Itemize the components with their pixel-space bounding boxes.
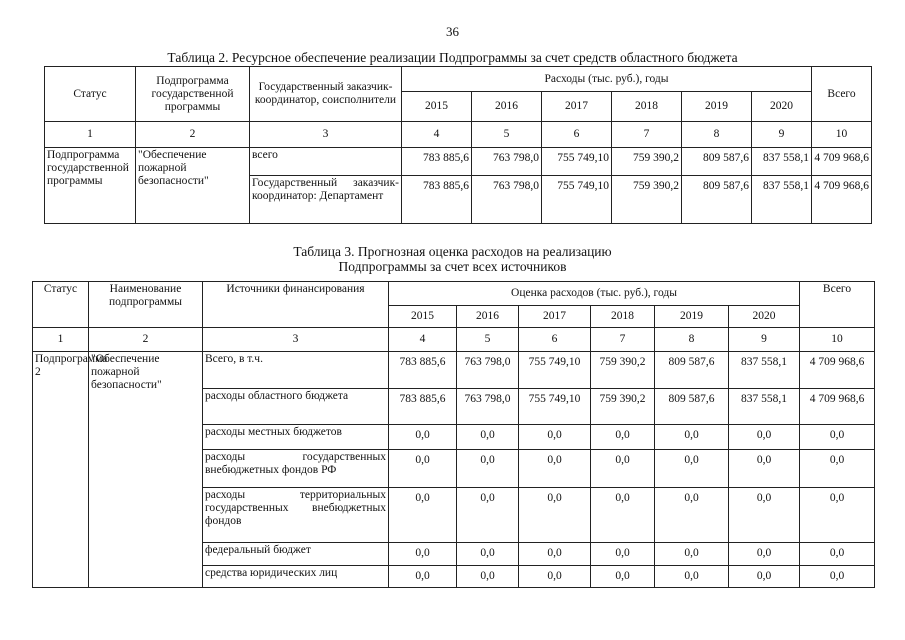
col-number: 7 (612, 122, 682, 148)
status-cell: Подпрограмма 2 (33, 352, 89, 588)
value-cell: 763 798,0 (457, 352, 519, 389)
total-cell: 4 709 968,6 (812, 148, 872, 176)
value-cell: 0,0 (389, 450, 457, 488)
value-cell: 0,0 (457, 488, 519, 543)
table3-caption-line2: Подпрограммы за счет всех источников (338, 259, 567, 274)
value-cell: 837 558,1 (729, 389, 800, 425)
value-cell: 0,0 (519, 450, 591, 488)
value-cell: 755 749,10 (519, 389, 591, 425)
value-cell: 0,0 (519, 566, 591, 588)
value-cell: 0,0 (389, 543, 457, 566)
value-cell: 759 390,2 (612, 148, 682, 176)
total-cell: 4 709 968,6 (812, 176, 872, 224)
value-cell: 0,0 (457, 543, 519, 566)
value-cell: 0,0 (729, 425, 800, 450)
row-label: Всего, в т.ч. (203, 352, 389, 389)
year-header: 2020 (752, 92, 812, 122)
value-cell: 0,0 (655, 450, 729, 488)
value-cell: 755 749,10 (519, 352, 591, 389)
value-cell: 0,0 (389, 566, 457, 588)
value-cell: 837 558,1 (729, 352, 800, 389)
year-header: 2018 (612, 92, 682, 122)
table-row (45, 148, 872, 176)
year-header: 2020 (729, 306, 800, 328)
year-header: 2015 (402, 92, 472, 122)
header-subprogram: Подпрограмма государственной программы (136, 67, 250, 122)
value-cell: 809 587,6 (655, 389, 729, 425)
value-cell: 809 587,6 (682, 148, 752, 176)
header-status: Статус (45, 67, 136, 122)
total-cell: 0,0 (800, 450, 875, 488)
col-number: 7 (591, 328, 655, 352)
status-cell: Подпрограмма государственной программы (45, 148, 136, 224)
value-cell: 0,0 (591, 566, 655, 588)
table3-caption (0, 244, 905, 274)
resource-table (44, 66, 872, 224)
header-expenses: Расходы (тыс. руб.), годы (402, 67, 812, 92)
col-number: 9 (729, 328, 800, 352)
year-header: 2019 (682, 92, 752, 122)
total-cell: 4 709 968,6 (800, 389, 875, 425)
value-cell: 755 749,10 (542, 176, 612, 224)
value-cell: 763 798,0 (472, 176, 542, 224)
value-cell: 0,0 (591, 425, 655, 450)
value-cell: 763 798,0 (457, 389, 519, 425)
value-cell: 759 390,2 (612, 176, 682, 224)
year-header: 2017 (542, 92, 612, 122)
value-cell: 0,0 (729, 566, 800, 588)
col-number: 6 (542, 122, 612, 148)
value-cell: 0,0 (655, 488, 729, 543)
col-number: 8 (682, 122, 752, 148)
year-header: 2015 (389, 306, 457, 328)
col-number: 9 (752, 122, 812, 148)
row-label: расходы территориальных государственных внебюджетных фондов (203, 488, 389, 543)
year-header: 2018 (591, 306, 655, 328)
header-estimate: Оценка расходов (тыс. руб.), годы (389, 282, 800, 306)
row-label: Государственный заказчик-координатор: Департамент (250, 176, 402, 224)
col-number: 2 (136, 122, 250, 148)
value-cell: 837 558,1 (752, 148, 812, 176)
value-cell: 0,0 (457, 425, 519, 450)
value-cell: 0,0 (729, 450, 800, 488)
row-label: расходы государственных внебюджетных фондов РФ (203, 450, 389, 488)
total-cell: 0,0 (800, 488, 875, 543)
subprogram-cell: "Обеспечение пожарной безопасности" (136, 148, 250, 224)
row-label: расходы областного бюджета (203, 389, 389, 425)
col-number: 4 (389, 328, 457, 352)
total-cell: 4 709 968,6 (800, 352, 875, 389)
value-cell: 0,0 (591, 450, 655, 488)
header-total: Всего (812, 67, 872, 122)
value-cell: 0,0 (457, 450, 519, 488)
value-cell: 0,0 (655, 425, 729, 450)
value-cell: 0,0 (655, 566, 729, 588)
col-number: 8 (655, 328, 729, 352)
year-header: 2019 (655, 306, 729, 328)
total-cell: 0,0 (800, 425, 875, 450)
value-cell: 0,0 (519, 543, 591, 566)
row-label: федеральный бюджет (203, 543, 389, 566)
year-header: 2016 (472, 92, 542, 122)
value-cell: 759 390,2 (591, 352, 655, 389)
row-label: всего (250, 148, 402, 176)
value-cell: 0,0 (729, 488, 800, 543)
forecast-table (32, 281, 875, 588)
header-customer: Государственный заказчик-координатор, соисполнители (250, 67, 402, 122)
year-header: 2016 (457, 306, 519, 328)
value-cell: 755 749,10 (542, 148, 612, 176)
header-total: Всего (800, 282, 875, 328)
value-cell: 783 885,6 (389, 389, 457, 425)
table-row (33, 352, 875, 389)
value-cell: 837 558,1 (752, 176, 812, 224)
header-name: Наименование подпрограммы (89, 282, 203, 328)
col-number: 5 (472, 122, 542, 148)
value-cell: 809 587,6 (682, 176, 752, 224)
col-number: 1 (45, 122, 136, 148)
table3-caption-line1: Таблица 3. Прогнозная оценка расходов на реализацию (293, 244, 612, 259)
row-label: средства юридических лиц (203, 566, 389, 588)
value-cell: 0,0 (591, 543, 655, 566)
value-cell: 763 798,0 (472, 148, 542, 176)
page-number: 36 (446, 24, 459, 39)
value-cell: 783 885,6 (402, 148, 472, 176)
value-cell: 0,0 (591, 488, 655, 543)
col-number: 2 (89, 328, 203, 352)
total-cell: 0,0 (800, 543, 875, 566)
value-cell: 783 885,6 (389, 352, 457, 389)
col-number: 5 (457, 328, 519, 352)
value-cell: 783 885,6 (402, 176, 472, 224)
total-cell: 0,0 (800, 566, 875, 588)
value-cell: 0,0 (457, 566, 519, 588)
col-number: 3 (203, 328, 389, 352)
value-cell: 0,0 (729, 543, 800, 566)
row-label: расходы местных бюджетов (203, 425, 389, 450)
value-cell: 0,0 (389, 425, 457, 450)
col-number: 6 (519, 328, 591, 352)
col-number: 10 (800, 328, 875, 352)
value-cell: 0,0 (389, 488, 457, 543)
col-number: 3 (250, 122, 402, 148)
value-cell: 759 390,2 (591, 389, 655, 425)
name-cell: "Обеспечение пожарной безопасности" (89, 352, 203, 588)
col-number: 1 (33, 328, 89, 352)
table2-caption: Таблица 2. Ресурсное обеспечение реализации Подпрограммы за счет средств областного бюджета (167, 50, 738, 65)
value-cell: 809 587,6 (655, 352, 729, 389)
col-number: 4 (402, 122, 472, 148)
value-cell: 0,0 (519, 425, 591, 450)
header-sources: Источники финансирования (203, 282, 389, 328)
value-cell: 0,0 (655, 543, 729, 566)
col-number: 10 (812, 122, 872, 148)
year-header: 2017 (519, 306, 591, 328)
value-cell: 0,0 (519, 488, 591, 543)
header-status: Статус (33, 282, 89, 328)
